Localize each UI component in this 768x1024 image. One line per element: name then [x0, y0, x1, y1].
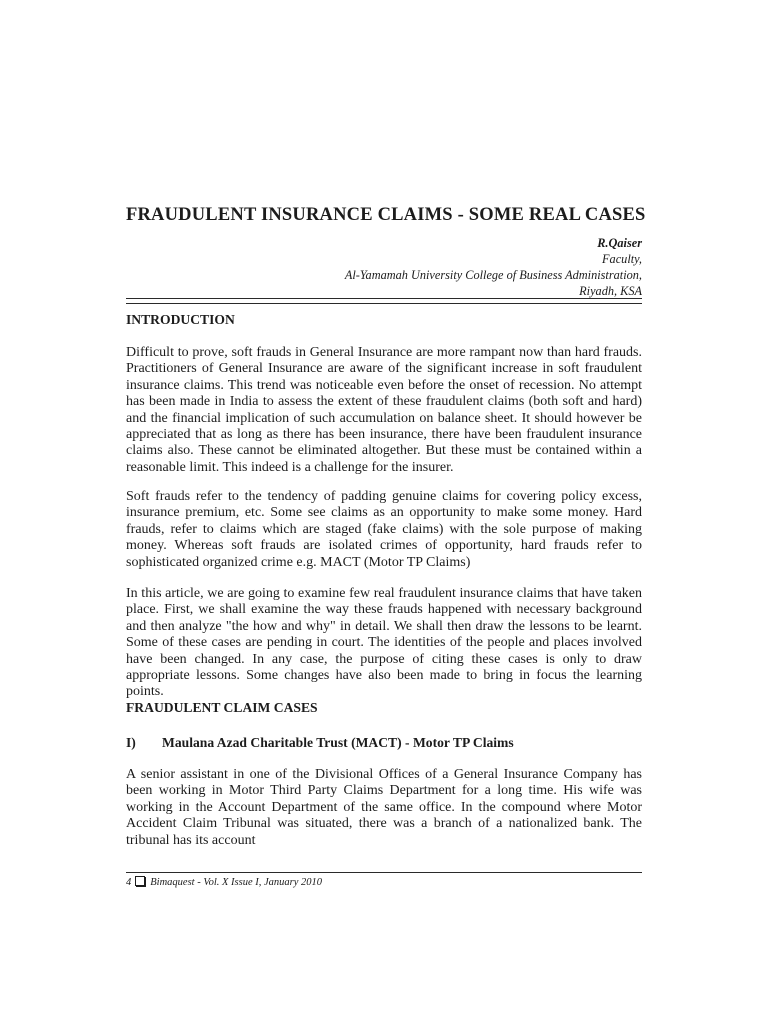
title-divider [126, 298, 642, 304]
section-heading-introduction: INTRODUCTION [126, 312, 235, 327]
article-title: FRAUDULENT INSURANCE CLAIMS - SOME REAL CASES [126, 205, 646, 225]
case-title: Maulana Azad Charitable Trust (MACT) - Motor TP Claims [162, 735, 514, 750]
page-number: 4 [126, 877, 132, 888]
paragraph: Soft frauds refer to the tendency of padding genuine claims for covering policy excess, insurance premium, etc. Some see claims as an opportunity to make some money. Hard frauds, refer to claims which are staged (fake claims) with the sole purpose of making money. Whereas soft frauds are isolated crimes of opportunity, hard frauds refer to sophisticated organized crime e.g. MACT (Motor TP Claims) [126, 489, 642, 570]
journal-citation: Bimaquest - Vol. X Issue I, January 2010 [150, 877, 323, 888]
case-number: I) [126, 735, 136, 750]
author-role: Faculty, [602, 252, 642, 266]
author-institution: Al-Yamamah University College of Business Administration, [344, 268, 642, 282]
author-name: R.Qaiser [597, 236, 642, 250]
paragraph: A senior assistant in one of the Divisional Offices of a General Insurance Company has been working in Motor Third Party Claims Department for a long time. His wife was working in the Account Department of the same office. In the compound where Motor Accident Claim Tribunal was situated, there was a branch of a nationalized bank. The tribunal has its account [126, 767, 642, 848]
paragraph: Difficult to prove, soft frauds in General Insurance are more rampant now than hard frauds. Practitioners of General Insurance are aware of the significant increase in soft fraudulent insurance claims. This trend was noticeable even before the onset of recession. No attempt has been made in India to assess the extent of these fraudulent claims (both soft and hard) and the financial implication of such accumulation on balance sheet. It should however be appreciated that as long as there has been insurance, there have been fraudulent insurance claims also. These cannot be eliminated altogether. But these must be contained within a reasonable limit. This indeed is a challenge for the insurer. [126, 345, 642, 475]
case-heading [126, 734, 642, 751]
blank-top-margin [0, 0, 768, 168]
footer-divider [126, 872, 642, 873]
section-heading-cases: FRAUDULENT CLAIM CASES [126, 700, 318, 715]
author-block [126, 235, 642, 299]
paragraph: In this article, we are going to examine few real fraudulent insurance claims that have taken place. First, we shall examine the way these frauds happened with necessary background and then analyze "the how and why" in detail. We shall then draw the lessons to be learnt. Some of these cases are pending in court. The identities of the people and places involved have been changed. In any case, the purpose of citing these cases is only to draw appropriate lessons. Some changes have also been made to bring in focus the learning points. [126, 586, 642, 700]
page-footer [126, 876, 642, 890]
box-icon [135, 876, 145, 886]
author-location: Riyadh, KSA [579, 284, 642, 298]
